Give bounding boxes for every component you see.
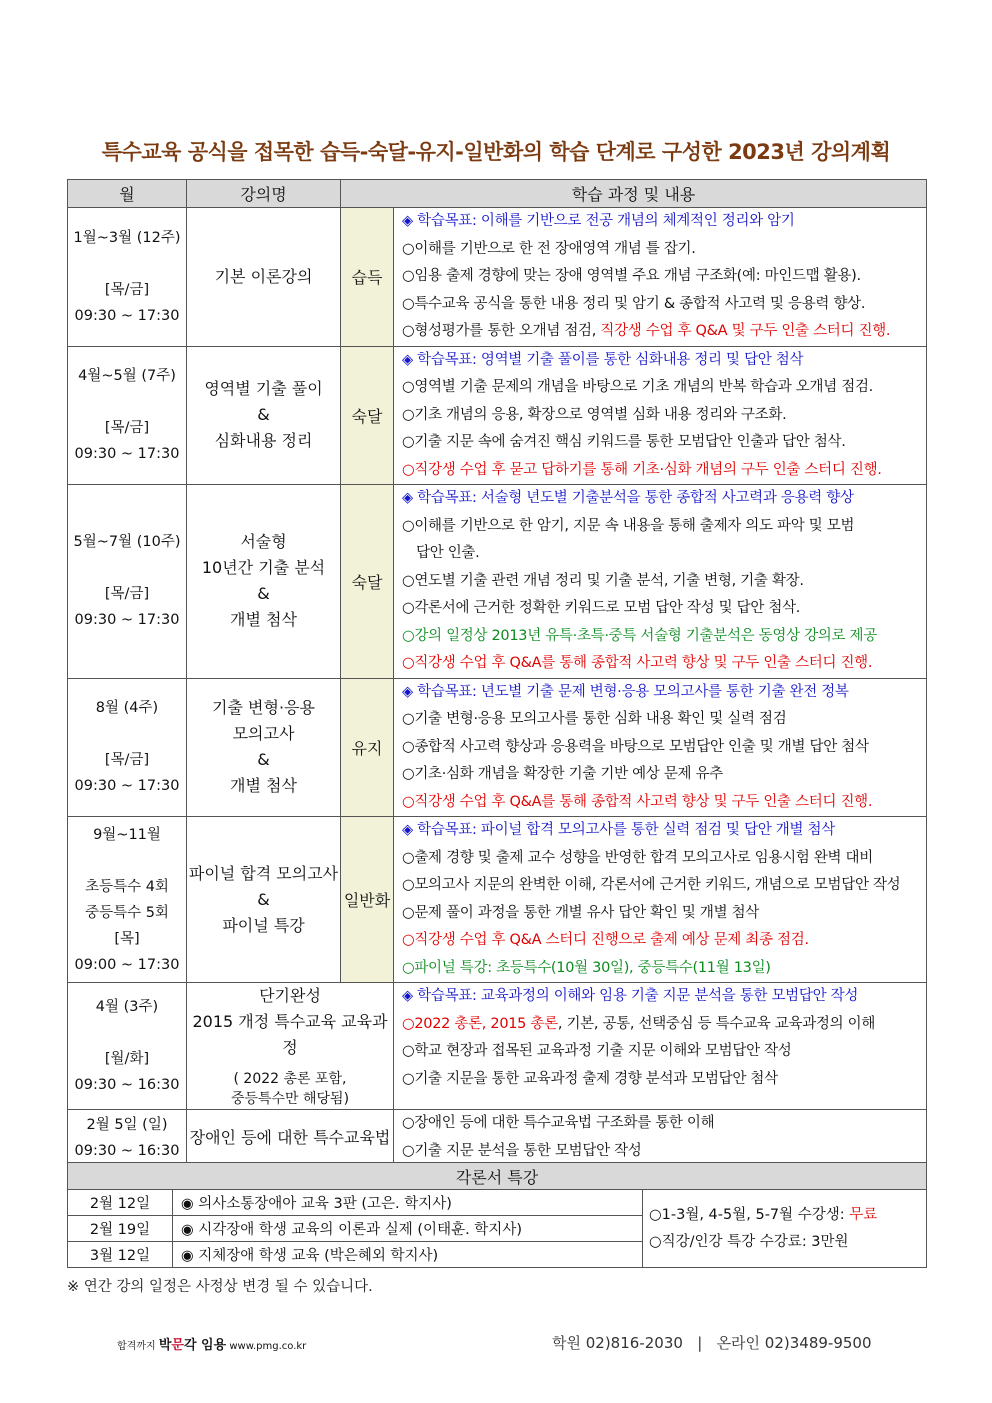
learning-goal: ◈ 학습목표: 교육과정의 이해와 임용 기출 지문 분석을 통한 모범답안 작성 (402, 988, 859, 1004)
special-title: ◉ 지체장애 학생 교육 (박은혜외 학지사) (173, 1242, 643, 1268)
content-line: ○출제 경향 및 출제 교수 성향을 반영한 합격 모의고사로 임용시험 완벽 대비 (402, 849, 873, 866)
course-cell: 기본 이론강의 (187, 208, 341, 347)
course-cell: 서술형 10년간 기출 분석 & 개별 첨삭 (187, 485, 341, 679)
learning-goal: ◈ 학습목표: 서술형 년도별 기출분석을 통한 종합적 사고력과 응용력 향상 (402, 490, 854, 506)
table-row (68, 1110, 927, 1166)
special-date: 3월 12일 (68, 1242, 173, 1268)
month-cell: 2월 5일 (일) 09:30 ~ 16:30 (68, 1110, 187, 1166)
course-cell: 파이널 합격 모의고사 & 파이널 특강 (187, 817, 341, 983)
content-cell (394, 346, 927, 485)
special-date: 2월 12일 (68, 1190, 173, 1216)
course-cell: 영역별 기출 풀이 & 심화내용 정리 (187, 346, 341, 485)
content-cell (394, 485, 927, 679)
course-cell: 단기완성 2015 개정 특수교육 교육과정 ( 2022 총론 포함, 중등특수만 해당됨) (187, 983, 394, 1110)
special-title: ◉ 시각장애 학생 교육의 이론과 실제 (이태훈. 학지사) (173, 1216, 643, 1242)
special-title: ◉ 의사소통장애아 교육 3판 (고은. 학지사) (173, 1190, 643, 1216)
table-row (68, 1190, 927, 1216)
content-line: ○기출 지문 속에 숨겨진 핵심 키워드를 통한 모범답안 인출과 답안 첨삭. (402, 434, 846, 450)
content-line: 답안 인출. (416, 545, 480, 561)
content-line: ○모의고사 지문의 완벽한 이해, 각론서에 근거한 키워드, 개념으로 모범답안 작성 (402, 877, 901, 893)
content-line: ○형성평가를 통한 오개념 점검, 직강생 수업 후 Q&A 및 구두 인출 스터디 진행. (402, 323, 891, 339)
content-line: ○종합적 사고력 향상과 응용력을 바탕으로 모범답안 인출 및 개별 답안 첨삭 (402, 738, 869, 755)
learning-goal: ◈ 학습목표: 년도별 기출 문제 변형·응용 모의고사를 통한 기출 완전 정복 (402, 683, 849, 700)
table-header-row (68, 180, 927, 208)
stage-cell: 유지 (341, 678, 394, 817)
table-row (68, 485, 927, 679)
learning-goal: ◈ 학습목표: 파이널 합격 모의고사를 통한 실력 점검 및 답안 개별 첨삭 (402, 822, 835, 838)
content-cell (394, 678, 927, 817)
month-cell: 9월~11월 초등특수 4회 중등특수 5회 [목] 09:00 ~ 17:30 (68, 817, 187, 983)
content-cell (394, 208, 927, 347)
content-line: ○기출 지문 분석을 통한 모범답안 작성 (402, 1142, 642, 1159)
schedule-note: ※ 연간 강의 일정은 사정상 변경 될 수 있습니다. (67, 1279, 373, 1295)
content-line: ○기초·심화 개념을 확장한 기출 기반 예상 문제 유추 (402, 766, 723, 782)
month-cell: 5월~7월 (10주) [목/금] 09:30 ~ 17:30 (68, 485, 187, 679)
table-row (68, 678, 927, 817)
stage-cell: 일반화 (341, 817, 394, 983)
content-line: ○기초 개념의 응용, 확장으로 영역별 심화 내용 정리와 구조화. (402, 406, 787, 423)
stage-cell: 숙달 (341, 485, 394, 679)
learning-goal: ◈ 학습목표: 영역별 기출 풀이를 통한 심화내용 정리 및 답안 첨삭 (402, 351, 804, 368)
table-row (68, 817, 927, 983)
month-cell: 8월 (4주) [목/금] 09:30 ~ 17:30 (68, 678, 187, 817)
header-month: 월 (68, 180, 187, 208)
table-row (68, 346, 927, 485)
content-line: ○임용 출제 경향에 맞는 장애 영역별 주요 개념 구조화(예: 마인드맵 활용). (402, 268, 861, 284)
content-line: ○특수교육 공식을 통한 내용 정리 및 암기 & 종합적 사고력 및 응용력 향상. (402, 295, 866, 312)
content-line: ○이해를 기반으로 한 암기, 지문 속 내용을 통해 출제자 의도 파악 및 모범 (402, 517, 855, 534)
course-cell: 기출 변형·응용 모의고사 & 개별 첨삭 (187, 678, 341, 817)
content-line: ○강의 일정상 2013년 유특·초특·중특 서술형 기출분석은 동영상 강의로 제공 (402, 627, 877, 644)
special-fee (643, 1190, 927, 1268)
content-line: ○직강생 수업 후 Q&A를 통해 종합적 사고력 향상 및 구두 인출 스터디 진행. (402, 793, 873, 810)
content-line: ○각론서에 근거한 정확한 키워드로 모범 답안 작성 및 답안 첨삭. (402, 600, 801, 616)
lecture-plan-table (67, 179, 927, 1166)
fee-free: 무료 (849, 1206, 878, 1223)
content-line: ○기출 지문을 통한 교육과정 출제 경향 분석과 모범답안 첨삭 (402, 1070, 778, 1087)
content-line: ○2022 총론, 2015 총론, 기본, 공통, 선택중심 등 특수교육 교육과정의 이해 (402, 1015, 876, 1032)
content-line: ○연도별 기출 관련 개념 정리 및 기출 분석, 기출 변형, 기출 확장. (402, 572, 804, 589)
month-cell: 4월 (3주) [월/화] 09:30 ~ 16:30 (68, 983, 187, 1110)
content-line: ○기출 변형·응용 모의고사를 통한 심화 내용 확인 및 실력 점검 (402, 711, 787, 727)
contact-phones: 학원 02)816-2030 | 온라인 02)3489-9500 (552, 1334, 872, 1352)
content-cell (394, 1110, 927, 1166)
content-line: ○영역별 기출 문제의 개념을 바탕으로 기초 개념의 반복 학습과 오개념 점검. (402, 379, 873, 395)
month-cell: 4월~5월 (7주) [목/금] 09:30 ~ 17:30 (68, 346, 187, 485)
course-cell: 장애인 등에 대한 특수교육법 (187, 1110, 394, 1166)
stage-cell: 습득 (341, 208, 394, 347)
stage-cell: 숙달 (341, 346, 394, 485)
learning-goal: ◈ 학습목표: 이해를 기반으로 전공 개념의 체계적인 정리와 암기 (402, 213, 795, 229)
content-line: ○직강생 수업 후 묻고 답하기를 통해 기초·심화 개념의 구두 인출 스터디 진행. (402, 461, 882, 478)
table-row (68, 208, 927, 347)
content-cell (394, 817, 927, 983)
header-course: 강의명 (187, 180, 341, 208)
brand-url: www.pmg.co.kr (229, 1341, 307, 1352)
special-date: 2월 19일 (68, 1216, 173, 1242)
content-cell (394, 983, 927, 1110)
fee-line1: ○1-3월, 4-5월, 5-7월 수강생: (649, 1206, 850, 1223)
content-line: ○이해를 기반으로 한 전 장애영역 개념 틀 잡기. (402, 240, 696, 257)
content-line: ○직강생 수업 후 Q&A 스터디 진행으로 출제 예상 문제 최종 점검. (402, 932, 809, 948)
content-line: ○학교 현장과 접목된 교육과정 기출 지문 이해와 모범답안 작성 (402, 1043, 792, 1059)
content-line: ○파이널 특강: 초등특수(10월 30일), 중등특수(11월 13일) (402, 959, 771, 976)
special-lecture-table (67, 1162, 927, 1268)
fee-line2: ○직강/인강 특강 수강료: 3만원 (649, 1233, 849, 1250)
brand-logo: 합격까지 박문각 임용 www.pmg.co.kr (117, 1338, 307, 1353)
header-content: 학습 과정 및 내용 (341, 180, 927, 208)
content-line: ○장애인 등에 대한 특수교육법 구조화를 통한 이해 (402, 1115, 715, 1131)
table-row (68, 983, 927, 1110)
special-header: 각론서 특강 (68, 1163, 927, 1190)
month-cell: 1월~3월 (12주) [목/금] 09:30 ~ 17:30 (68, 208, 187, 347)
page-title: 특수교육 공식을 접목한 습득-숙달-유지-일반화의 학습 단계로 구성한 2023년 강의계획 (101, 140, 891, 164)
content-line: ○직강생 수업 후 Q&A를 통해 종합적 사고력 향상 및 구두 인출 스터디 진행. (402, 655, 873, 671)
content-line: ○문제 풀이 과정을 통한 개별 유사 답안 확인 및 개별 첨삭 (402, 904, 759, 921)
